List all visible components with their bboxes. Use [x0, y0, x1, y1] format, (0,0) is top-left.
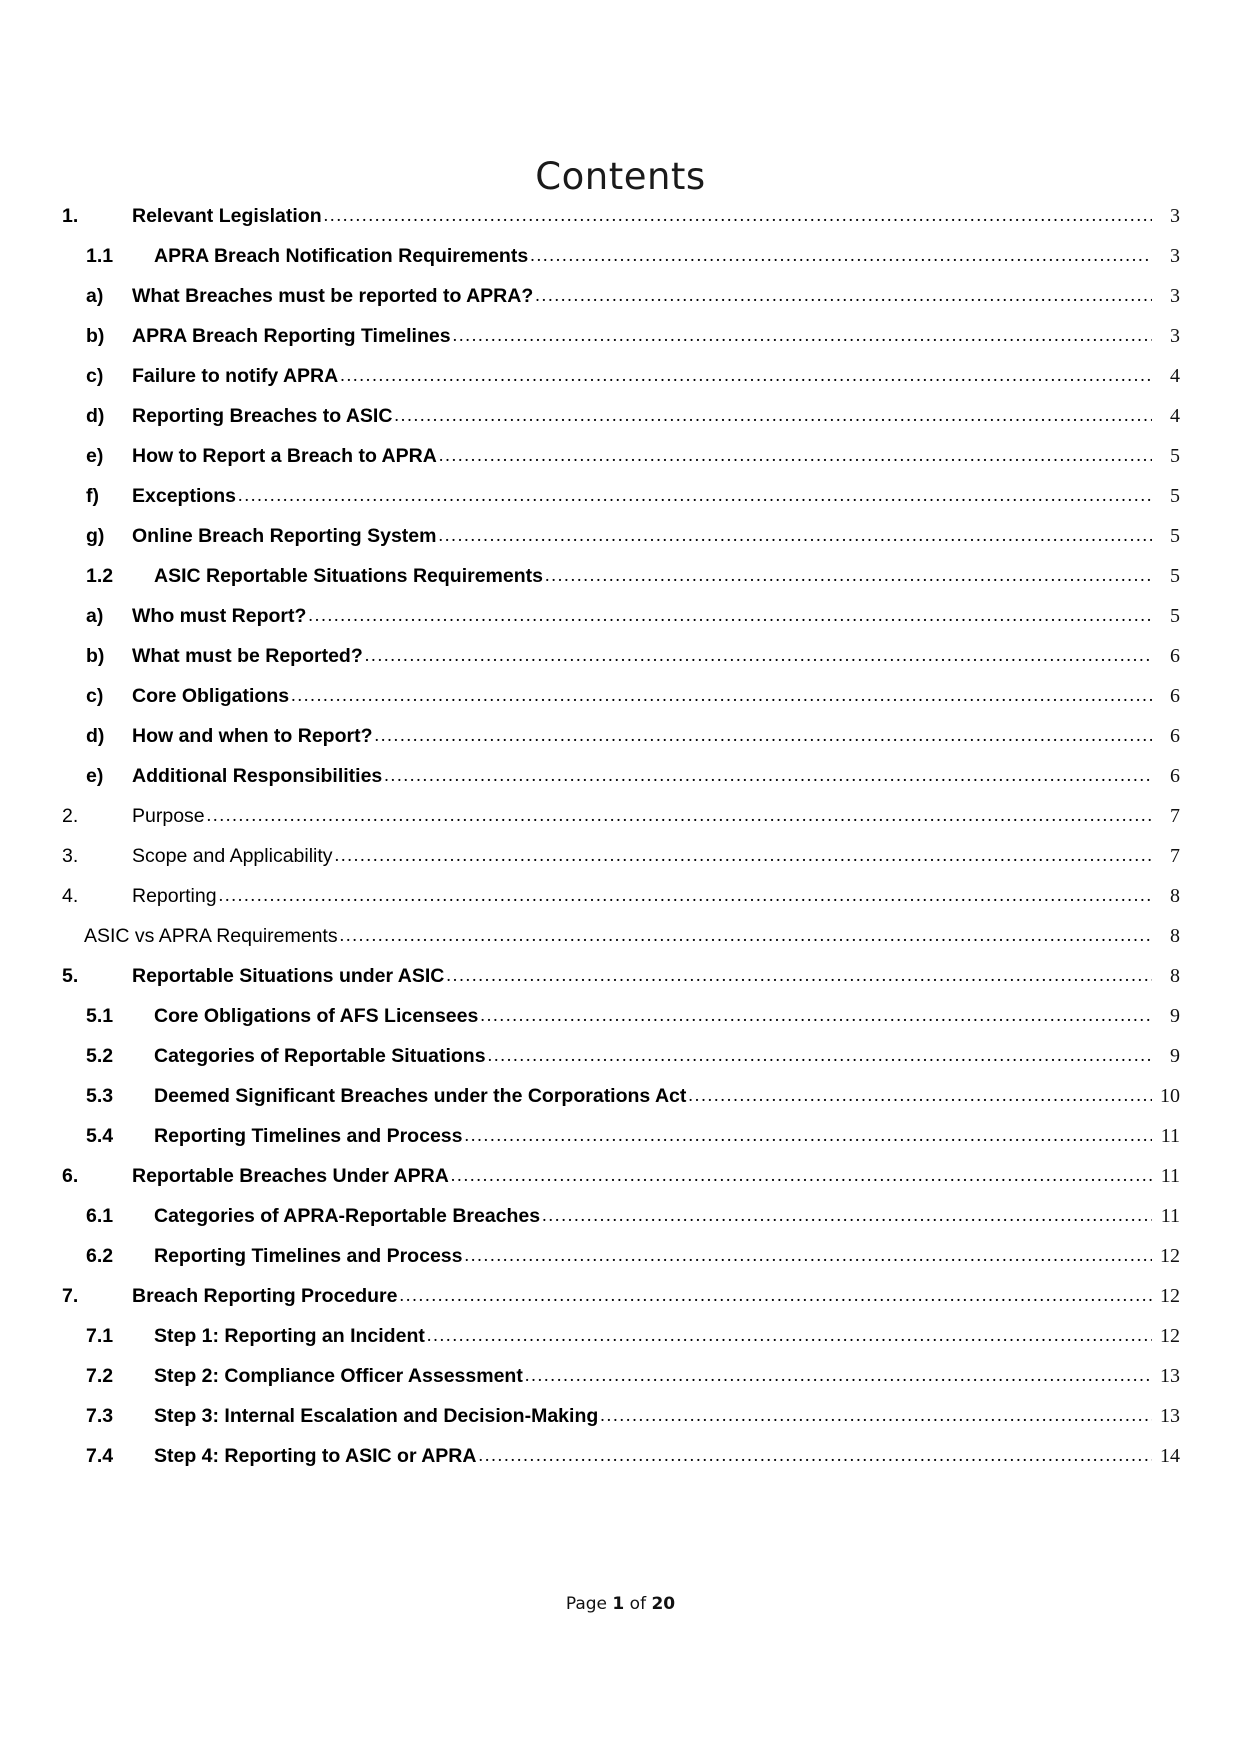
toc-leader-dots: [238, 485, 1152, 506]
toc-entry-label: Breach Reporting Procedure: [132, 1285, 398, 1307]
toc-entry[interactable]: [62, 1325, 1180, 1365]
toc-entry-number: d): [86, 405, 105, 427]
toc-entry-label: Additional Responsibilities: [132, 765, 383, 787]
toc-entry[interactable]: [62, 605, 1180, 645]
toc-leader-dots: [525, 1365, 1152, 1386]
toc-leader-dots: [439, 445, 1152, 466]
toc-entry-page-number: 14: [1160, 1445, 1180, 1467]
toc-leader-dots: [464, 1125, 1152, 1146]
toc-entry-number: 1.: [62, 205, 79, 227]
toc-entry[interactable]: [62, 765, 1180, 805]
toc-entry[interactable]: [62, 445, 1180, 485]
toc-entry[interactable]: [62, 805, 1180, 845]
toc-entry-page-number: 7: [1170, 805, 1180, 827]
toc-leader-dots: [535, 285, 1152, 306]
toc-entry-label: Step 3: Internal Escalation and Decision-Making: [154, 1405, 599, 1427]
toc-entry-label: Step 2: Compliance Officer Assessment: [154, 1365, 523, 1387]
toc-entry-page-number: 5: [1170, 605, 1180, 627]
toc-entry-label: APRA Breach Notification Requirements: [154, 245, 529, 267]
toc-entry-label: Who must Report?: [132, 605, 307, 627]
toc-entry-page-number: 8: [1170, 885, 1180, 907]
toc-entry[interactable]: [62, 1285, 1180, 1325]
toc-entry[interactable]: [62, 485, 1180, 525]
page-title: Contents: [535, 155, 706, 198]
toc-entry-label: Purpose: [132, 805, 205, 827]
toc-entry-label: What must be Reported?: [132, 645, 363, 667]
toc-entry-label: Deemed Significant Breaches under the Corporations Act: [154, 1085, 687, 1107]
toc-entry-page-number: 5: [1170, 485, 1180, 507]
toc-entry-label: Reporting: [132, 885, 217, 907]
toc-entry[interactable]: [62, 1405, 1180, 1445]
toc-entry-page-number: 12: [1160, 1325, 1180, 1347]
toc-entry-page-number: 9: [1170, 1045, 1180, 1067]
toc-leader-dots: [451, 1165, 1152, 1186]
toc-leader-dots: [478, 1445, 1152, 1466]
toc-entry-number: d): [86, 725, 105, 747]
toc-entry-number: 5.2: [86, 1045, 114, 1067]
toc-entry-number: f): [86, 485, 99, 507]
footer-total-pages: 20: [651, 1594, 676, 1614]
toc-entry-page-number: 5: [1170, 565, 1180, 587]
toc-entry-page-number: 8: [1170, 965, 1180, 987]
toc-entry-page-number: 6: [1170, 645, 1180, 667]
toc-entry-page-number: 3: [1170, 285, 1180, 307]
toc-entry[interactable]: [62, 405, 1180, 445]
toc-leader-dots: [308, 605, 1152, 626]
toc-entry-number: 1.1: [86, 245, 114, 267]
toc-entry-page-number: 4: [1170, 365, 1180, 387]
toc-leader-dots: [464, 1245, 1152, 1266]
toc-entry[interactable]: [62, 1245, 1180, 1285]
toc-leader-dots: [340, 365, 1152, 386]
toc-leader-dots: [480, 1005, 1152, 1026]
toc-entry[interactable]: [62, 565, 1180, 605]
toc-entry-label: What Breaches must be reported to APRA?: [132, 285, 534, 307]
toc-entry-page-number: 12: [1160, 1285, 1180, 1307]
toc-entry-page-number: 3: [1170, 205, 1180, 227]
toc-entry-number: 3.: [62, 845, 79, 867]
toc-entry[interactable]: [62, 885, 1180, 925]
toc-entry-number: 7.: [62, 1285, 79, 1307]
toc-entry[interactable]: [62, 685, 1180, 725]
toc-entry-number: 7.2: [86, 1365, 114, 1387]
toc-entry-page-number: 10: [1160, 1085, 1180, 1107]
toc-entry[interactable]: [62, 525, 1180, 565]
footer-page-word: Page: [565, 1594, 608, 1614]
toc-entry-number: 7.4: [86, 1445, 114, 1467]
page-footer: [0, 1594, 1241, 1614]
toc-entry[interactable]: [62, 1365, 1180, 1405]
toc-leader-dots: [394, 405, 1152, 426]
toc-leader-dots: [488, 1045, 1152, 1066]
toc-entry-page-number: 11: [1160, 1165, 1180, 1187]
toc-entry-label: Scope and Applicability: [132, 845, 333, 867]
toc-leader-dots: [207, 805, 1152, 826]
toc-entry[interactable]: [62, 725, 1180, 765]
toc-entry-page-number: 8: [1170, 925, 1180, 947]
toc-entry-label: ASIC Reportable Situations Requirements: [154, 565, 543, 587]
toc-leader-dots: [324, 205, 1152, 226]
toc-entry-page-number: 6: [1170, 685, 1180, 707]
toc-leader-dots: [453, 325, 1152, 346]
toc-entry-number: 2.: [62, 805, 79, 827]
toc-entry[interactable]: [62, 645, 1180, 685]
toc-entry-number: 6.: [62, 1165, 79, 1187]
toc-leader-dots: [374, 725, 1152, 746]
toc-entry-page-number: 5: [1170, 445, 1180, 467]
table-of-contents: [62, 205, 1180, 1485]
toc-leader-dots: [439, 525, 1153, 546]
toc-entry-label: ASIC vs APRA Requirements: [84, 925, 338, 947]
toc-entry[interactable]: [62, 845, 1180, 885]
toc-entry-page-number: 7: [1170, 845, 1180, 867]
toc-entry-label: Relevant Legislation: [132, 205, 322, 227]
toc-leader-dots: [427, 1325, 1152, 1346]
toc-leader-dots: [545, 565, 1152, 586]
toc-leader-dots: [335, 845, 1152, 866]
toc-entry-label: How to Report a Breach to APRA: [132, 445, 437, 467]
toc-entry-number: b): [86, 325, 105, 347]
toc-entry-page-number: 13: [1160, 1405, 1180, 1427]
toc-entry[interactable]: [62, 325, 1180, 365]
toc-entry-page-number: 12: [1160, 1245, 1180, 1267]
toc-leader-dots: [399, 1285, 1152, 1306]
toc-entry-number: g): [86, 525, 105, 547]
toc-entry-number: e): [86, 765, 104, 787]
toc-entry-page-number: 6: [1170, 765, 1180, 787]
toc-entry[interactable]: [62, 1045, 1180, 1085]
toc-entry-number: 4.: [62, 885, 79, 907]
toc-entry[interactable]: [62, 1165, 1180, 1205]
toc-entry-number: e): [86, 445, 104, 467]
toc-leader-dots: [600, 1405, 1152, 1426]
toc-entry-page-number: 11: [1160, 1125, 1180, 1147]
toc-entry[interactable]: [62, 925, 1180, 965]
toc-entry-page-number: 9: [1170, 1005, 1180, 1027]
toc-entry[interactable]: [62, 285, 1180, 325]
toc-entry[interactable]: [62, 205, 1180, 245]
toc-entry[interactable]: [62, 1085, 1180, 1125]
toc-entry-label: Reporting Timelines and Process: [154, 1125, 463, 1147]
toc-entry-number: 5.1: [86, 1005, 114, 1027]
toc-leader-dots: [384, 765, 1152, 786]
toc-entry[interactable]: [62, 1205, 1180, 1245]
toc-entry-number: a): [86, 285, 104, 307]
toc-entry-label: Reportable Situations under ASIC: [132, 965, 445, 987]
toc-entry-number: 7.3: [86, 1405, 114, 1427]
toc-entry[interactable]: [62, 365, 1180, 405]
toc-entry-label: Reporting Breaches to ASIC: [132, 405, 393, 427]
toc-entry-label: Categories of Reportable Situations: [154, 1045, 486, 1067]
toc-entry-page-number: 6: [1170, 725, 1180, 747]
toc-leader-dots: [365, 645, 1152, 666]
toc-entry[interactable]: [62, 245, 1180, 285]
toc-entry-label: Exceptions: [132, 485, 237, 507]
toc-leader-dots: [291, 685, 1152, 706]
toc-entry-number: 5.4: [86, 1125, 114, 1147]
toc-entry-number: 5.3: [86, 1085, 114, 1107]
toc-entry-number: 7.1: [86, 1325, 114, 1347]
toc-entry-page-number: 11: [1160, 1205, 1180, 1227]
toc-leader-dots: [530, 245, 1152, 266]
toc-entry-number: 6.1: [86, 1205, 114, 1227]
toc-entry-label: Reportable Breaches Under APRA: [132, 1165, 449, 1187]
toc-leader-dots: [688, 1085, 1152, 1106]
toc-entry-label: APRA Breach Reporting Timelines: [132, 325, 451, 347]
toc-entry-label: Step 4: Reporting to ASIC or APRA: [154, 1445, 477, 1467]
toc-entry[interactable]: [62, 1125, 1180, 1165]
toc-entry-label: Failure to notify APRA: [132, 365, 339, 387]
toc-entry-label: How and when to Report?: [132, 725, 373, 747]
toc-entry[interactable]: [62, 965, 1180, 1005]
footer-of-word: of: [629, 1594, 647, 1614]
toc-entry-label: Categories of APRA-Reportable Breaches: [154, 1205, 541, 1227]
toc-entry-number: 5.: [62, 965, 79, 987]
toc-entry-label: Step 1: Reporting an Incident: [154, 1325, 425, 1347]
toc-entry-page-number: 3: [1170, 325, 1180, 347]
toc-entry-page-number: 4: [1170, 405, 1180, 427]
toc-leader-dots: [542, 1205, 1152, 1226]
toc-leader-dots: [340, 925, 1152, 946]
toc-entry-page-number: 13: [1160, 1365, 1180, 1387]
toc-entry-page-number: 3: [1170, 245, 1180, 267]
toc-entry[interactable]: [62, 1445, 1180, 1485]
toc-entry-label: Core Obligations of AFS Licensees: [154, 1005, 479, 1027]
toc-leader-dots: [446, 965, 1152, 986]
footer-page-number: 1: [612, 1594, 625, 1614]
toc-entry-number: a): [86, 605, 104, 627]
toc-leader-dots: [219, 885, 1152, 906]
toc-entry-number: b): [86, 645, 105, 667]
toc-entry-number: 1.2: [86, 565, 114, 587]
toc-entry-page-number: 5: [1170, 525, 1180, 547]
toc-entry[interactable]: [62, 1005, 1180, 1045]
toc-entry-label: Online Breach Reporting System: [132, 525, 437, 547]
toc-entry-number: c): [86, 685, 104, 707]
toc-entry-number: 6.2: [86, 1245, 114, 1267]
toc-entry-label: Core Obligations: [132, 685, 290, 707]
toc-entry-number: c): [86, 365, 104, 387]
toc-entry-label: Reporting Timelines and Process: [154, 1245, 463, 1267]
